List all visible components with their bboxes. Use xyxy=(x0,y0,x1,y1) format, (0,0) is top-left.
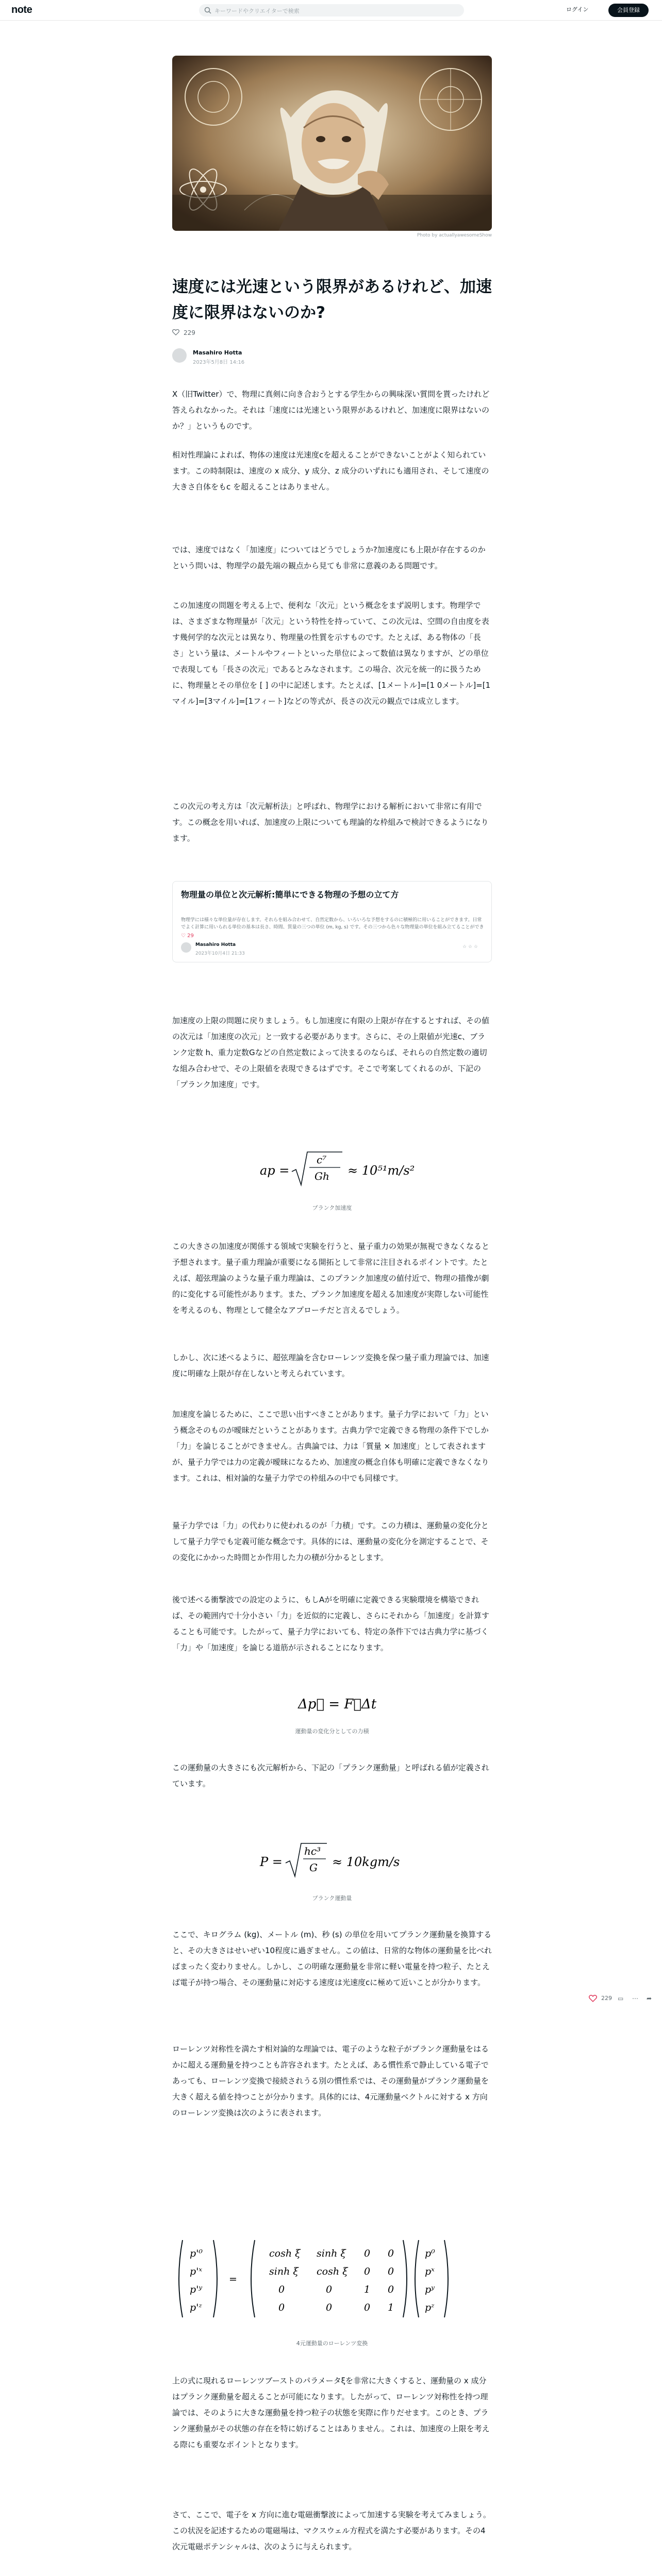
svg-text:≈ 10⁵¹m/s²: ≈ 10⁵¹m/s² xyxy=(347,1163,415,1178)
impulse-formula xyxy=(172,1682,492,1723)
paragraph: 相対性理論によれば、物体の速度は光速度cを超えることができないことがよく知られています。この時制限は、速度の x 成分、y 成分、z 成分のいずれにも適用され、そして速度の大きさ自体をもc を超えることはありません。 xyxy=(172,450,489,492)
svg-text:sinh ξ: sinh ξ xyxy=(269,2266,299,2277)
author-block[interactable] xyxy=(172,346,492,367)
paragraph: ここで、キログラム (kg)、メートル (m)、秒 (s) の単位を用いてプランク運動量を換算すると、その大きさはせいぜい10程度に過ぎません。この値は、日常的な物体の運動量を比べればまったく変わりません。しかし、この明確な運動量を非常に軽い電量を持つ粒子、たとえば電子が持つ場合、その運動量に対応する速度は光速度cに極めて近いことが分かります。 xyxy=(172,1930,492,1987)
share-icon[interactable]: ➦ xyxy=(647,1995,652,2002)
floating-action-bar xyxy=(589,1992,662,2005)
article-title: 速度には光速という限界があるけれど、加速度に限界はないのか? xyxy=(172,278,492,322)
like-count[interactable] xyxy=(172,329,195,336)
paragraph: しかし、次に述べるように、超弦理論を含むローレンツ変換を保つ量子重力理論では、加速度に明確な上限が存在しないと考えられています。 xyxy=(172,1353,489,1378)
svg-text:p'ᶻ: p'ᶻ xyxy=(190,2302,202,2313)
search-box[interactable] xyxy=(199,4,464,16)
paragraph: この加速度の問題を考える上で、便利な「次元」という概念をまず説明します。物理学では、さまざまな物理量が「次元」という特性を持っていて、この次元は、空間の自由度を表す幾何学的な次元とは異なり、物理量の性質を示すものです。たとえば、ある物体の「長さ」という量は、メートルやフィートといった単位によって数値は異なりますが、どの単位で表現しても「長さの次元」であるとみなされます。この場合、次元を統一的に扱うために、物理量とその単位を [ ] の中に記述します。たとえば、[1メートル]=[1 0メートル]=[1マイル]=[3マイル]=[1フィート]などの等式が、長さの次元の観点では成立します。 xyxy=(172,601,491,706)
search-placeholder: キーワードやクリエイターで検索 xyxy=(214,8,300,14)
svg-text:p'⁰: p'⁰ xyxy=(190,2248,203,2259)
like-count-value: 229 xyxy=(184,329,195,336)
cover-image xyxy=(172,56,492,231)
svg-text:sinh ξ: sinh ξ xyxy=(317,2248,346,2259)
card-more[interactable]: ☆ ☆ ☆ xyxy=(462,944,478,950)
comment-icon[interactable]: ▭ xyxy=(618,1995,624,2002)
svg-text:0: 0 xyxy=(278,2302,285,2313)
svg-text:≈ 10kgm/s: ≈ 10kgm/s xyxy=(332,1855,400,1869)
paragraph: 上の式に現れるローレンツブーストのパラメータξを非常に大きくすると、運動量の x 成分はプランク運動量を超えることが可能になります。したがって、ローレンツ対称性を持つ理論では、そのように大きな運動量を持つ粒子の状態を実際に作りだせます。このとき、プランク運動量がその状態の存在を特に妨げることはありません。これは、加速度の上限を考える際にも重要なポイントとなります。 xyxy=(172,2376,490,2449)
svg-text:pʸ: pʸ xyxy=(425,2284,435,2295)
svg-text:0: 0 xyxy=(388,2248,394,2259)
planck-momentum-formula xyxy=(172,1834,492,1886)
floating-like-count: 229 xyxy=(601,1995,612,2002)
svg-text:P =: P = xyxy=(260,1855,283,1869)
card-like-count: 29 xyxy=(187,933,194,939)
photo-credit[interactable]: Photo by actuallyawesomeShow xyxy=(417,233,492,238)
card-description: 物理学には様々な単位量が存在します。それらを組み合わせて、自然定数から、いろいろな予想をするのに積極的に用いることができます。日常でよく計算に用いられる単位の基本は長さ、時間、質量の三つの単位 (m, kg, s) です。その三つから色々な物理量の単位を組み立てることができ xyxy=(181,918,484,930)
svg-text:p⁰: p⁰ xyxy=(425,2248,435,2259)
paragraph: さて、ここで、電子を x 方向に進む電磁衝撃波によって加速する実験を考えてみましょう。この状況を記述するための電磁場は、マクスウェル方程式を満たす必要があります。その4次元電磁ポテンシャルは、次のように与えられます。 xyxy=(172,2510,491,2551)
card-title[interactable]: 物理量の単位と次元解析:簡単にできる物理の予想の立て方 xyxy=(181,890,399,900)
paragraph: 加速度の上限の問題に戻りましょう。もし加速度に有限の上限が存在するとすれば、その値の次元は「加速度の次元」と一致する必要があります。さらに、その上限値が光速c、ブランク定数 h、重力定数Gなどの自然定数によって決まるのならば、それらの自然定数の適切な組み合わせで、その上限値を表現できるはずです。そこで考案してくれるのが、下記の「プランク加速度」です。 xyxy=(172,1016,490,1089)
svg-text:0: 0 xyxy=(326,2284,333,2295)
einstein-illustration-icon xyxy=(172,56,492,231)
paragraph: 量子力学では「力」の代わりに使われるのが「力積」です。この力積は、運動量の変化分として量子力学でも定義可能な概念です。具体的には、運動量の変化分を測定することで、その変化にかかった時間とか作用した力の積が分かるとします。 xyxy=(172,1521,489,1562)
svg-text:G: G xyxy=(309,1861,318,1874)
heart-icon xyxy=(172,329,179,336)
search-icon xyxy=(204,7,211,14)
paragraph: ローレンツ対称性を満たす相対論的な理論では、電子のような粒子がプランク運動量をはるかに超える運動量を持つことも許容されます。たとえば、ある慣性系で静止している電子であっても、ローレンツ変換で接続されうる別の慣性系では、その運動量がプランク運動量を大きく超える値を持つことが分かります。具体的には、4元運動量ベクトルに対する x 方向のローレンツ変換は次のように表されます。 xyxy=(172,2044,489,2117)
svg-text:0: 0 xyxy=(364,2266,371,2277)
card-likes: ♡ 29 xyxy=(181,933,194,939)
svg-text:p'ˣ: p'ˣ xyxy=(190,2266,203,2277)
paragraph: では、速度ではなく「加速度」についてはどうでしょうか?加速度にも上限が存在するのかという問いは、物理学の最先端の観点から見ても非常に意義のある問題です。 xyxy=(172,545,486,570)
note-logo[interactable]: note xyxy=(11,4,32,15)
svg-text:c⁷: c⁷ xyxy=(317,1154,327,1166)
svg-text:0: 0 xyxy=(364,2302,371,2313)
svg-text:hc³: hc³ xyxy=(304,1845,321,1857)
heart-icon[interactable] xyxy=(589,1994,597,2003)
avatar[interactable] xyxy=(172,348,187,363)
svg-text:Gh: Gh xyxy=(315,1170,329,1182)
planck-acceleration-formula xyxy=(172,1143,492,1194)
svg-text:pᶻ: pᶻ xyxy=(425,2302,435,2313)
login-link[interactable]: ログイン xyxy=(566,6,589,13)
svg-text:Δp⃗ = F⃗Δt: Δp⃗ = F⃗Δt xyxy=(298,1697,377,1712)
top-bar xyxy=(0,0,662,21)
svg-text:pˣ: pˣ xyxy=(425,2266,435,2277)
card-date: 2023年10月4日 21:33 xyxy=(195,951,245,956)
author-name[interactable]: Masahiro Hotta xyxy=(193,349,242,356)
svg-text:=: = xyxy=(229,2274,237,2285)
paragraph: この大きさの加速度が関係する領域で実験を行うと、量子重力の効果が無視できなくなると予想されます。量子重力理論が重要になる開拓として非常に注目されるポイントです。たとえば、超弦理論のような量子重力理論は、このプランク加速度の値付近で、物理の描像が劇的に変化する可能性があります。また、プランク加速度を超える加速度が実際しない可能性を考えるのも、物理として健全なアプローチだと言えるでしょう。 xyxy=(172,1242,490,1315)
paragraph: この運動量の大きさにも次元解析から、下記の「プランク運動量」と呼ばれる値が定義されています。 xyxy=(172,1763,489,1788)
svg-text:cosh ξ: cosh ξ xyxy=(269,2248,301,2259)
publish-date: 2023年5月8日 14:16 xyxy=(193,360,245,365)
svg-text:0: 0 xyxy=(326,2302,333,2313)
card-avatar xyxy=(181,942,191,953)
caption: 運動量の変化分としての力積 xyxy=(295,1728,369,1735)
caption: プランク加速度 xyxy=(312,1205,352,1211)
more-icon[interactable]: ⋯ xyxy=(632,1995,638,2002)
lorentz-transformation-matrix xyxy=(172,2235,492,2323)
paragraph: 後で述べる衝撃波での設定のように、もしAがを明確に定義できる実験環境を構築できれば、その範囲内で十分小さい「力」を近似的に定義し、さらにそれから「加速度」を計算することも可能です。したがって、量子力学においても、特定の条件下では古典力学に基づく「力」や「加速度」を論じる道筋が示されることになります。 xyxy=(172,1595,490,1652)
svg-text:0: 0 xyxy=(278,2284,285,2295)
paragraph: この次元の考え方は「次元解析法」と呼ばれ、物理学における解析において非常に有用です。この概念を用いれば、加速度の上限についても理論的な枠組みで検討できるようになります。 xyxy=(172,802,489,843)
svg-text:0: 0 xyxy=(364,2248,371,2259)
svg-text:p'ʸ: p'ʸ xyxy=(190,2284,203,2295)
link-card[interactable] xyxy=(172,881,492,962)
caption: 4元運動量のローレンツ変換 xyxy=(296,2340,368,2347)
paragraph: X（旧Twitter）で、物理に真剣に向き合おうとする学生からの興味深い質問を貰ったけれど答えられなかった。それは「速度には光速という限界があるけれど、加速度に限界はないのか？」というものです。 xyxy=(172,389,490,431)
svg-text:0: 0 xyxy=(388,2266,394,2277)
signup-button[interactable]: 会員登録 xyxy=(608,4,649,17)
svg-text:cosh ξ: cosh ξ xyxy=(317,2266,348,2277)
paragraph: 加速度を論じるために、ここで思い出すべきことがあります。量子力学において「力」という概念そのものが曖昧だということがあります。古典力学で定義できる物理の条件下でしか「力」を論じることができません。古典論では、力は「質量 × 加速度」として表されますが、量子力学では力の定義が曖昧になるため、加速度の概念自体も明確に定義できなくなります。これは、相対論的な量子力学での枠組みの中でも同様です。 xyxy=(172,1410,489,1483)
svg-text:1: 1 xyxy=(388,2302,394,2313)
svg-text:1: 1 xyxy=(364,2284,371,2295)
svg-text:ap =: ap = xyxy=(260,1163,290,1178)
svg-text:0: 0 xyxy=(388,2284,394,2295)
caption: プランク運動量 xyxy=(312,1895,352,1902)
card-author: Masahiro Hotta xyxy=(195,942,236,947)
